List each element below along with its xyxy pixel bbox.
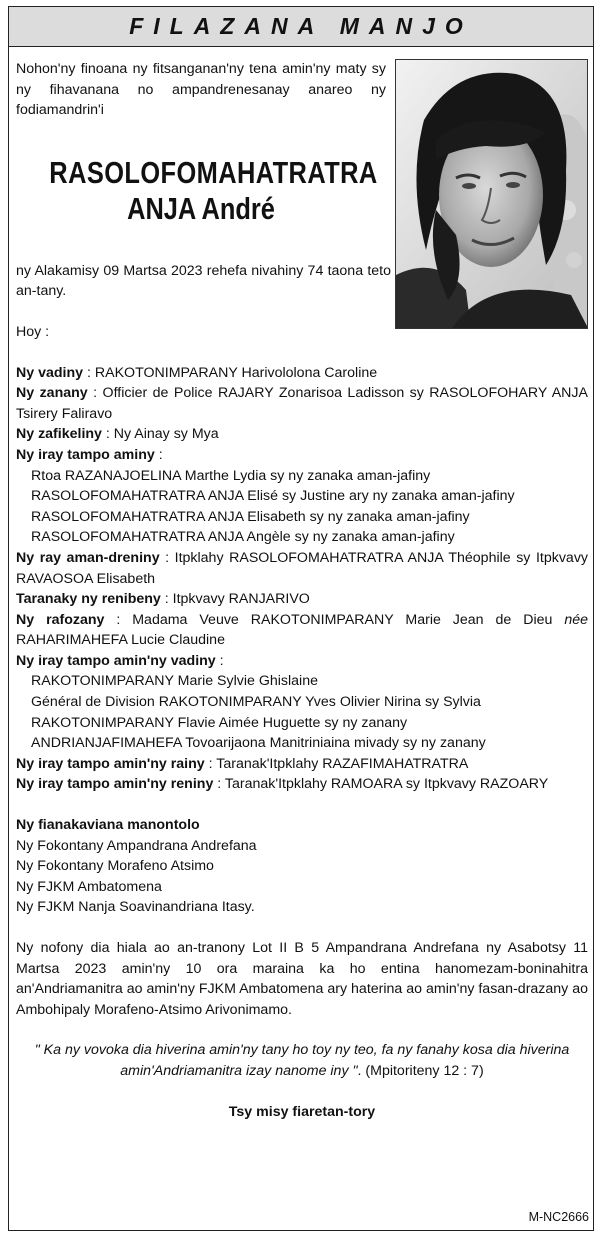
family-text: : Ny Ainay sy Mya <box>101 426 219 443</box>
list-item: RASOLOFOMAHATRATRA ANJA Angèle sy ny zanaka aman-jafiny <box>31 529 455 546</box>
family-text: : <box>215 652 224 669</box>
notice-title: FILAZANA MANJO <box>129 13 473 39</box>
family-text: : <box>154 446 163 463</box>
family-text-italic: née <box>564 611 589 628</box>
family-label: Ny vadiny <box>16 364 84 381</box>
family-label: Taranaky ny renibeny <box>16 591 161 608</box>
quote-text: " Ka ny vovoka dia hiverina amin'ny tany ho toy ny teo, fa ny fanahy kosa dia hiverina amin'Andriamanitra izay nanome iny " <box>34 1042 570 1079</box>
funeral-details: Ny nofony dia hiala ao an-tranony Lot II B 5 Ampandrana Andrefana ny Asabotsy 11 Martsa 2023 amin'ny 10 ora maraina ka ho entina hanomezam-boninahitra an'Andriamanitra ao amin'ny FJKM Ambatomena ary haterina ao amin'ny fasan-drazany ao Ambohipaly Morafeno-Atsimo Arivonimamo. <box>16 940 588 1018</box>
scripture-quote <box>16 1040 588 1081</box>
list-item: RAKOTONIMPARANY Flavie Aimée Huguette sy ny zanany <box>31 714 408 731</box>
family-iray-tampo-rainy <box>16 754 588 775</box>
list-item: RASOLOFOMAHATRATRA ANJA Elisé sy Justine ary ny zanaka aman-jafiny <box>31 488 515 505</box>
family-text: : Madama Veuve RAKOTONIMPARANY Marie Jean de Dieu <box>104 611 565 628</box>
list-item: ANDRIANJAFIMAHEFA Tovoarijaona Manitriniaina mivady sy ny zanany <box>31 735 486 752</box>
list-item: RASOLOFOMAHATRATRA ANJA Elisabeth sy ny zanaka aman-jafiny <box>31 508 470 525</box>
list-item: Ny Fokontany Morafeno Atsimo <box>16 858 214 875</box>
fianakaviana-label: Ny fianakaviana manontolo <box>16 817 200 834</box>
hoy-label: Hoy : <box>16 323 50 340</box>
notice-frame <box>8 6 594 1231</box>
intro-text: Nohon'ny finoana ny fitsanganan'ny tena amin'ny maty sy ny fihavanana no ampandrenesanay anareo ny fodiamandrin'i <box>16 61 386 119</box>
deceased-surname: RASOLOFOMAHATRATRA <box>49 154 378 190</box>
portrait-image <box>396 60 588 329</box>
list-item: RAKOTONIMPARANY Marie Sylvie Ghislaine <box>31 673 318 690</box>
family-label: Ny iray tampo amin'ny reniny <box>16 776 214 793</box>
family-text: : Taranak'Itpklahy RAZAFIMAHATRATRA <box>204 755 469 772</box>
family-text: : Itpkvavy RANJARIVO <box>160 591 310 608</box>
family-label: Ny iray tampo amin'ny rainy <box>16 755 205 772</box>
list-item: Ny Fokontany Ampandrana Andrefana <box>16 837 257 854</box>
family-taranaky <box>16 589 588 610</box>
death-notice: ny Alakamisy 09 Martsa 2023 rehefa nivahiny 74 taona teto an-tany. <box>16 262 391 300</box>
family-label: Ny iray tampo aminy <box>16 446 155 463</box>
family-text: : Officier de Police RAJARY Zonarisoa Ladisson sy RASOLOFOHARY ANJA Tsirery Faliravo <box>16 385 588 422</box>
family-ray-aman-dreniny <box>16 548 588 589</box>
family-iray-tampo-reniny <box>16 774 588 795</box>
family-zanany <box>16 383 588 424</box>
family-label: Ny zanany <box>16 385 88 402</box>
notice-header <box>9 7 593 47</box>
deceased-given-names: ANJA André <box>127 190 275 226</box>
family-label: Ny iray tampo amin'ny vadiny <box>16 652 216 669</box>
family-text: : Itpklahy RASOLOFOMAHATRATRA ANJA Théophile sy Itpkvavy RAVAOSOA Elisabeth <box>16 549 589 587</box>
quote-reference: . (Mpitoriteny 12 : 7) <box>357 1062 484 1079</box>
closing-line: Tsy misy fiaretan-tory <box>228 1103 376 1120</box>
family-iray-tampo-vadiny <box>16 651 588 672</box>
family-label: Ny rafozany <box>16 611 105 628</box>
family-label: Ny ray aman-dreniny <box>16 549 160 566</box>
list-item: Ny FJKM Ambatomena <box>16 878 162 895</box>
list-item: Rtoa RAZANAJOELINA Marthe Lydia sy ny zanaka aman-jafiny <box>31 467 431 484</box>
family-label: Ny zafikeliny <box>16 426 102 443</box>
list-item: Ny FJKM Nanja Soavinandriana Itasy. <box>16 899 255 916</box>
family-rafozany <box>16 610 588 651</box>
list-item: Général de Division RAKOTONIMPARANY Yves Olivier Nirina sy Sylvia <box>31 694 481 711</box>
family-text: : RAKOTONIMPARANY Harivololona Caroline <box>83 364 378 381</box>
deceased-photo <box>395 59 588 329</box>
reference-code: M-NC2666 <box>528 1210 589 1224</box>
family-zafikeliny <box>16 424 588 445</box>
family-iray-tampo-aminy <box>16 445 588 466</box>
family-vadiny <box>16 363 588 384</box>
family-text: RAHARIMAHEFA Lucie Claudine <box>16 632 225 649</box>
notice-content <box>16 59 588 1122</box>
family-text: : Taranak'Itpklahy RAMOARA sy Itpkvavy RAZOARY <box>213 776 549 793</box>
